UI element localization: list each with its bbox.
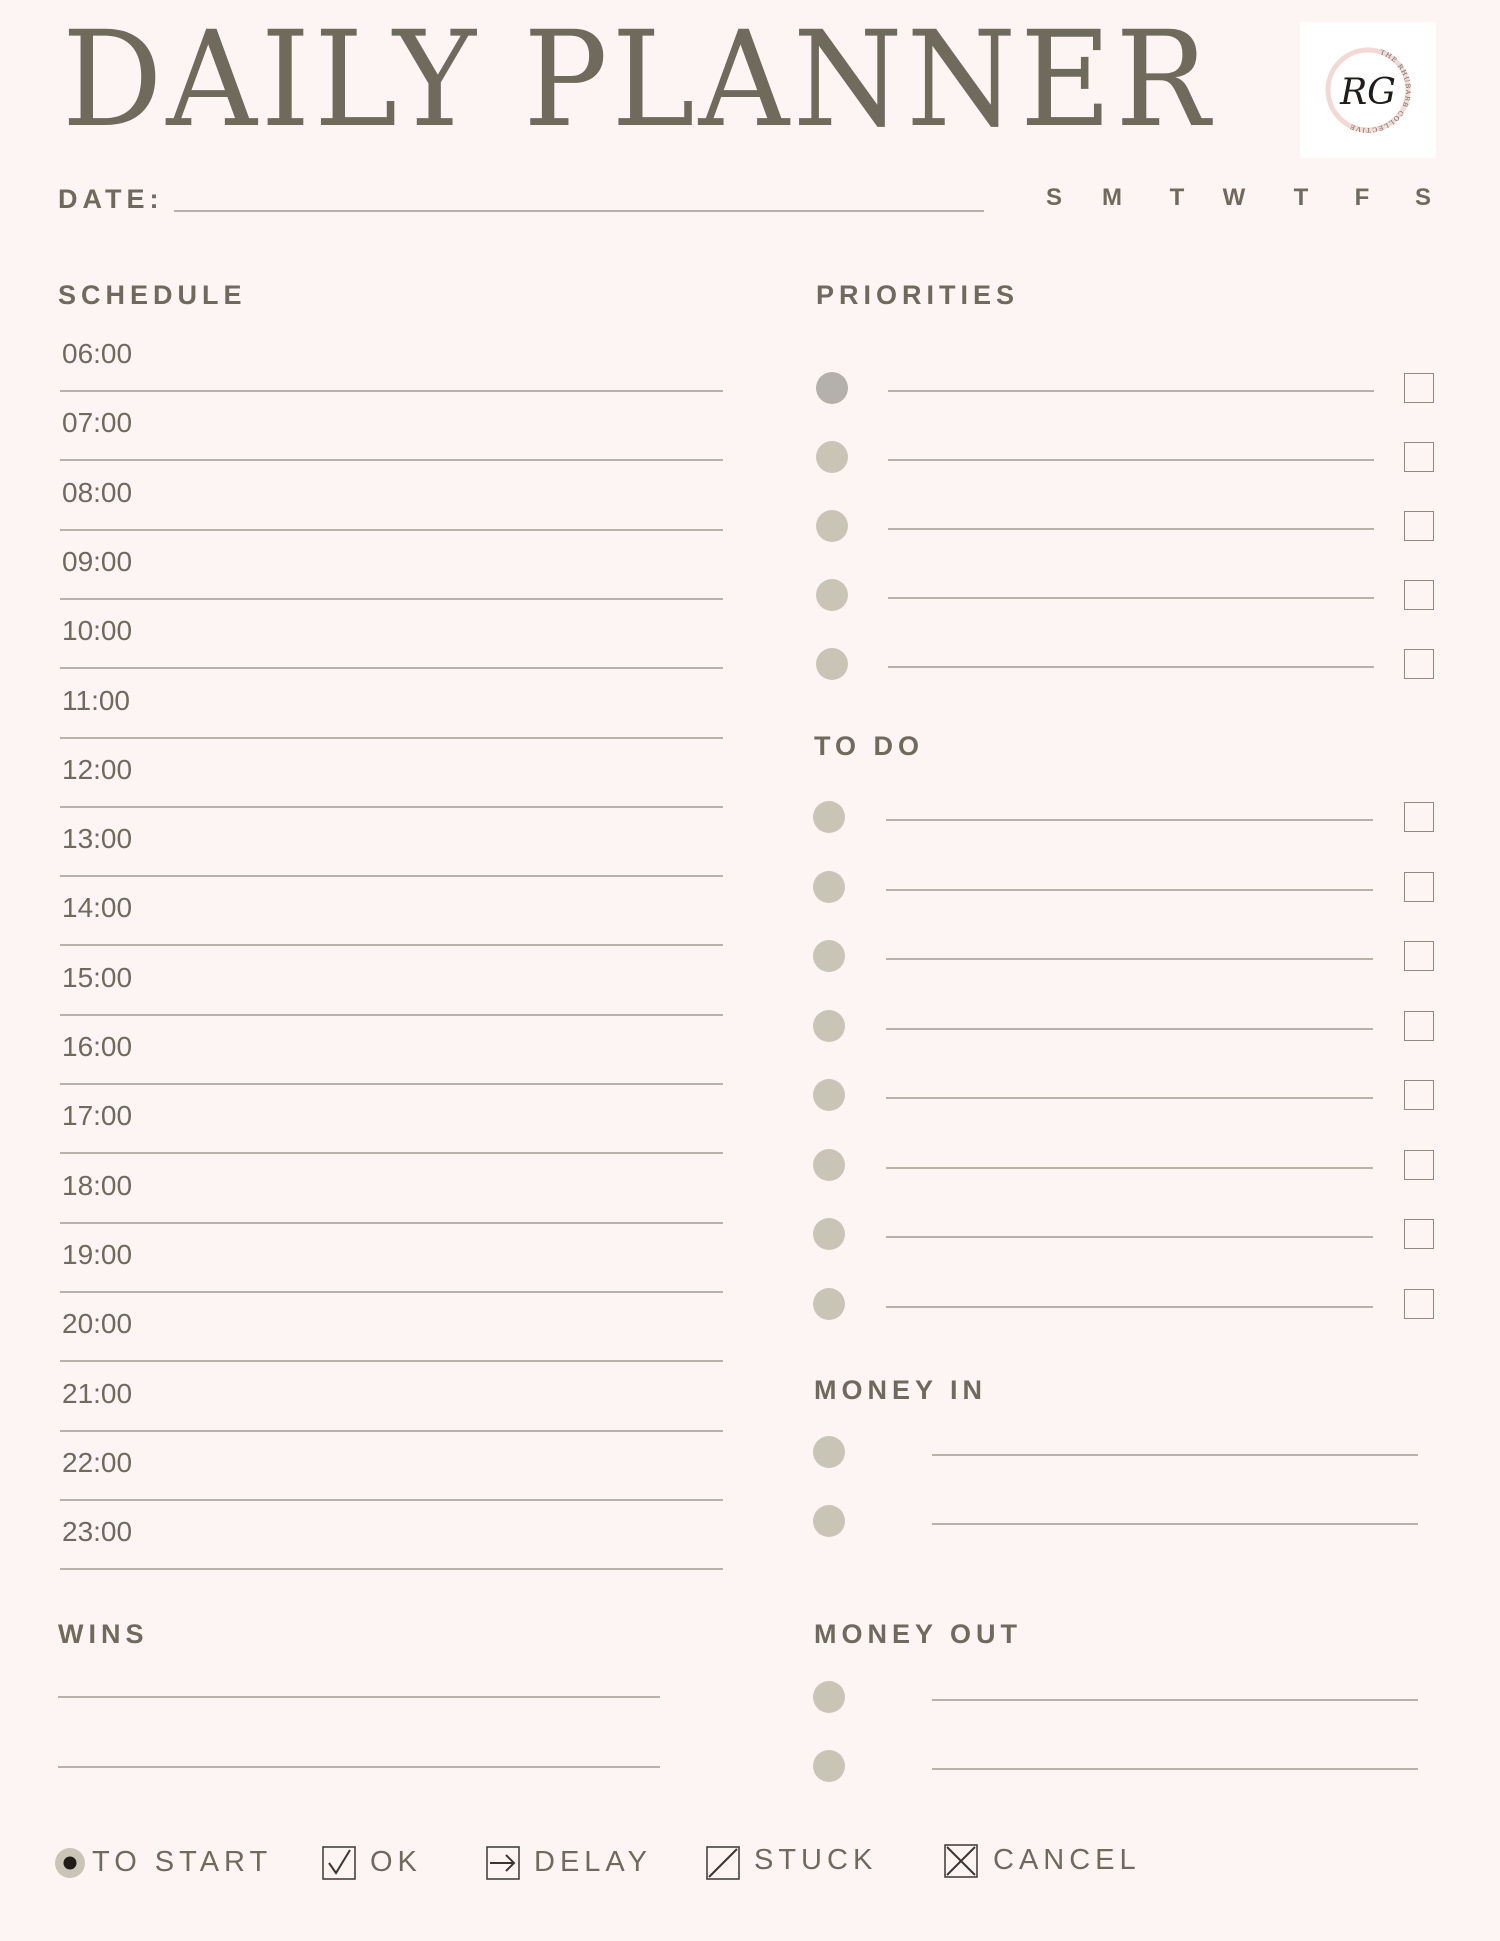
priority-bullet xyxy=(816,579,848,611)
schedule-time: 11:00 xyxy=(62,684,130,716)
todo-bullet xyxy=(813,801,845,833)
money-out-heading: MONEY OUT xyxy=(814,1619,1023,1649)
weekday-5[interactable]: F xyxy=(1354,184,1370,211)
priority-line[interactable] xyxy=(888,597,1374,599)
money-in-heading: MONEY IN xyxy=(814,1375,988,1405)
priority-bullet xyxy=(816,441,848,473)
schedule-time: 23:00 xyxy=(62,1516,133,1548)
priority-line[interactable] xyxy=(888,666,1374,668)
money-in-bullet xyxy=(813,1505,845,1537)
schedule-time: 17:00 xyxy=(62,1100,133,1132)
priority-bullet xyxy=(816,510,848,542)
todo-line[interactable] xyxy=(886,1236,1373,1238)
todo-line[interactable] xyxy=(886,1028,1373,1030)
schedule-time: 19:00 xyxy=(62,1238,133,1270)
priority-bullet xyxy=(816,372,848,404)
legend-delay: DELAY xyxy=(534,1846,652,1878)
todo-checkbox[interactable] xyxy=(1404,1150,1434,1180)
wins-line[interactable] xyxy=(58,1696,660,1698)
date-label: DATE: xyxy=(58,184,164,214)
todo-bullet xyxy=(813,1288,845,1320)
schedule-line[interactable] xyxy=(60,1014,723,1016)
schedule-time: 20:00 xyxy=(62,1308,133,1340)
schedule-time: 15:00 xyxy=(62,961,133,993)
schedule-time: 06:00 xyxy=(62,338,133,369)
priority-checkbox[interactable] xyxy=(1404,442,1434,472)
weekday-6[interactable]: S xyxy=(1414,184,1431,211)
schedule-line[interactable] xyxy=(60,737,723,739)
check-icon xyxy=(322,1846,356,1880)
todo-checkbox[interactable] xyxy=(1404,1289,1434,1319)
slash-icon xyxy=(706,1846,740,1880)
todo-bullet xyxy=(813,1079,845,1111)
money-out-bullet xyxy=(813,1750,845,1782)
weekday-0[interactable]: S xyxy=(1045,184,1062,211)
schedule-line[interactable] xyxy=(60,667,723,669)
priorities-heading: PRIORITIES xyxy=(816,280,1020,310)
money-in-bullet xyxy=(813,1436,845,1468)
schedule-line[interactable] xyxy=(60,529,723,531)
page-title: DAILY PLANNER xyxy=(62,3,1214,157)
schedule-time: 10:00 xyxy=(62,615,133,647)
legend-ok: OK xyxy=(370,1846,422,1878)
todo-bullet xyxy=(813,1218,845,1250)
todo-line[interactable] xyxy=(886,819,1373,821)
todo-line[interactable] xyxy=(886,889,1373,891)
schedule-line[interactable] xyxy=(60,1083,723,1085)
money-out-line[interactable] xyxy=(932,1699,1418,1701)
logo-ring-text: THE RHUBARB COLLECTIVE xyxy=(1347,48,1413,135)
schedule-time: 18:00 xyxy=(62,1169,133,1201)
todo-bullet xyxy=(813,1010,845,1042)
schedule-line[interactable] xyxy=(60,1222,723,1224)
todo-line[interactable] xyxy=(886,1167,1373,1169)
schedule-line[interactable] xyxy=(60,944,723,946)
schedule-line[interactable] xyxy=(60,806,723,808)
x-icon xyxy=(944,1844,978,1878)
logo-mark xyxy=(1300,22,1436,158)
wins-heading: WINS xyxy=(58,1619,149,1649)
schedule-line[interactable] xyxy=(60,1291,723,1293)
todo-checkbox[interactable] xyxy=(1404,1011,1434,1041)
weekday-1[interactable]: M xyxy=(1102,184,1122,211)
schedule-line[interactable] xyxy=(60,875,723,877)
schedule-line[interactable] xyxy=(60,459,723,461)
legend-to-start: TO START xyxy=(92,1846,273,1878)
todo-line[interactable] xyxy=(886,1097,1373,1099)
legend-stuck: STUCK xyxy=(754,1844,878,1876)
weekday-3[interactable]: W xyxy=(1222,184,1246,211)
todo-checkbox[interactable] xyxy=(1404,1219,1434,1249)
weekday-2[interactable]: T xyxy=(1169,184,1185,211)
schedule-time: 09:00 xyxy=(62,545,133,577)
brand-logo xyxy=(1300,22,1436,158)
priority-checkbox[interactable] xyxy=(1404,511,1434,541)
todo-bullet xyxy=(813,1149,845,1181)
money-out-bullet xyxy=(813,1681,845,1713)
schedule-line[interactable] xyxy=(60,1568,723,1570)
money-in-line[interactable] xyxy=(932,1523,1418,1525)
todo-checkbox[interactable] xyxy=(1404,802,1434,832)
priority-line[interactable] xyxy=(888,528,1374,530)
schedule-line[interactable] xyxy=(60,1152,723,1154)
todo-line[interactable] xyxy=(886,1306,1373,1308)
schedule-line[interactable] xyxy=(60,1360,723,1362)
date-line[interactable] xyxy=(174,210,984,212)
schedule-line[interactable] xyxy=(60,390,723,392)
schedule-line[interactable] xyxy=(60,1499,723,1501)
schedule-time: 13:00 xyxy=(62,823,133,855)
priority-checkbox[interactable] xyxy=(1404,373,1434,403)
schedule-time: 14:00 xyxy=(62,892,133,924)
weekday-4[interactable]: T xyxy=(1293,184,1309,211)
schedule-line[interactable] xyxy=(60,598,723,600)
arrow-right-icon xyxy=(486,1846,520,1880)
priority-bullet xyxy=(816,648,848,680)
schedule-time: 22:00 xyxy=(62,1446,133,1478)
schedule-time: 12:00 xyxy=(62,753,133,785)
priority-line[interactable] xyxy=(888,390,1374,392)
priority-checkbox[interactable] xyxy=(1404,649,1434,679)
wins-line[interactable] xyxy=(58,1766,660,1768)
schedule-time: 07:00 xyxy=(62,407,133,439)
todo-bullet xyxy=(813,940,845,972)
todo-line[interactable] xyxy=(886,958,1373,960)
schedule-time: 16:00 xyxy=(62,1031,133,1062)
priority-checkbox[interactable] xyxy=(1404,580,1434,610)
schedule-time: 21:00 xyxy=(62,1377,133,1409)
to-start-icon xyxy=(54,1847,86,1879)
money-out-line[interactable] xyxy=(932,1768,1418,1770)
schedule-line[interactable] xyxy=(60,1430,723,1432)
schedule-time: 08:00 xyxy=(62,476,133,508)
todo-checkbox[interactable] xyxy=(1404,941,1434,971)
legend-cancel: CANCEL xyxy=(993,1844,1141,1876)
todo-bullet xyxy=(813,871,845,903)
todo-heading: TO DO xyxy=(814,731,925,761)
priority-line[interactable] xyxy=(888,459,1374,461)
schedule-heading: SCHEDULE xyxy=(58,280,247,310)
logo-monogram: RG xyxy=(1340,72,1396,113)
todo-checkbox[interactable] xyxy=(1404,1080,1434,1110)
money-in-line[interactable] xyxy=(932,1454,1418,1456)
todo-checkbox[interactable] xyxy=(1404,872,1434,902)
